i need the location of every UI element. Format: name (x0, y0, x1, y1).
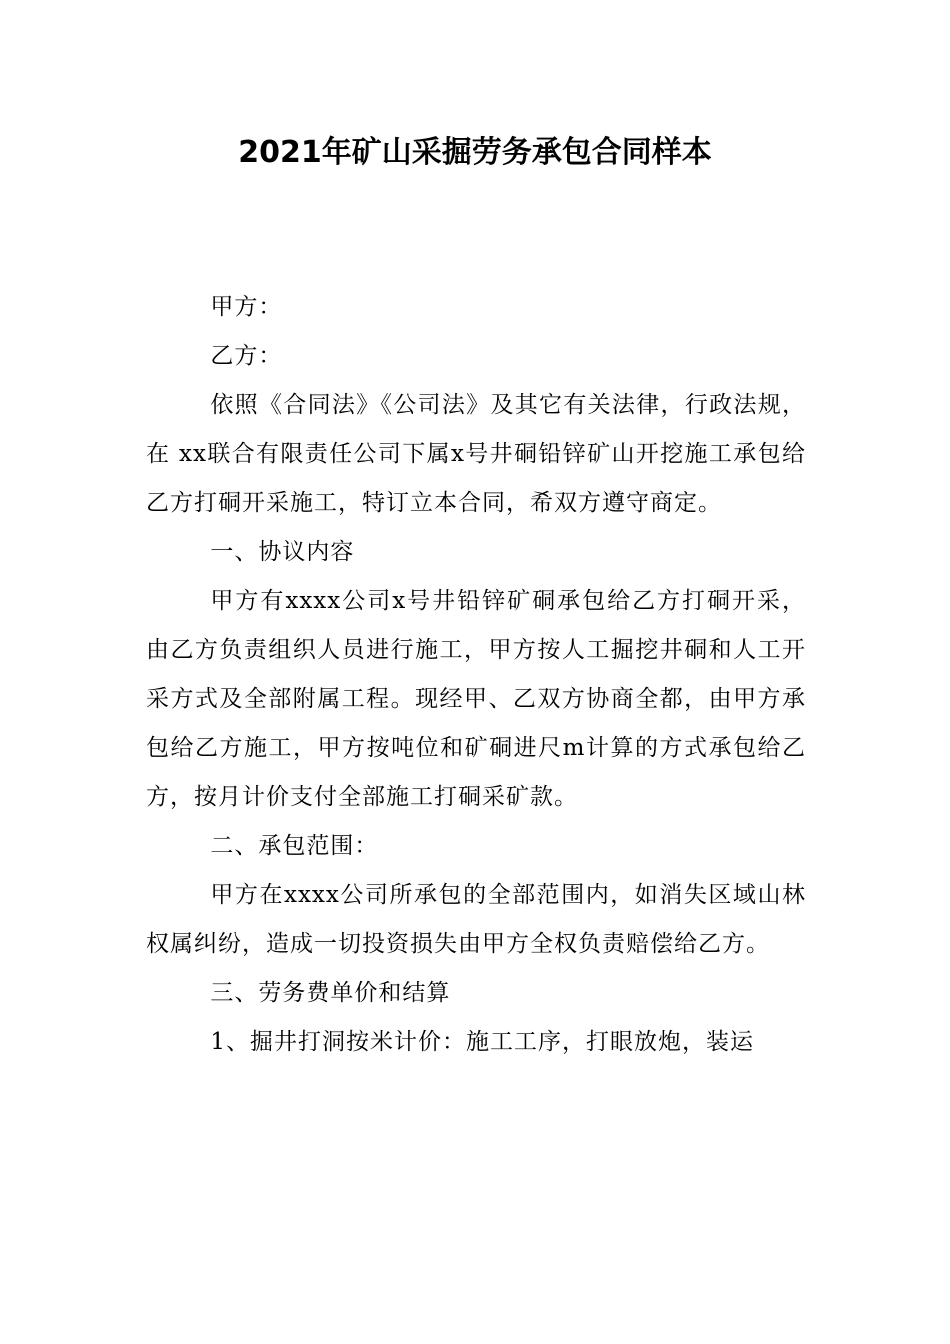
party-b-line: 乙方： (210, 343, 283, 369)
document-body (146, 283, 806, 1067)
section-heading-scope: 二、承包范围： (210, 833, 379, 859)
pricing-item-1: 1、掘井打洞按米计价：施工工序，打眼放炮，装运 (210, 1029, 755, 1055)
agreement-paragraph: 甲方有xxxx公司x号井铅锌矿硐承包给乙方打硐开采，由乙方负责组织人员进行施工，甲方按人工掘挖井硐和人工开采方式及全部附属工程。现经甲、乙双方协商全都，由甲方承包给乙方施工，甲方按吨位和矿硐进尺m计算的方式承包给乙方，按月计价支付全部施工打硐采矿款。 (146, 588, 806, 810)
preamble-paragraph: 依照《合同法》《公司法》及其它有关法律，行政法规，在 xx联合有限责任公司下属x号井硐铅锌矿山开挖施工承包给乙方打硐开采施工，特订立本合同，希双方遵守商定。 (146, 392, 806, 516)
section-heading-pricing: 三、劳务费单价和结算 (210, 980, 451, 1006)
scope-paragraph: 甲方在xxxx公司所承包的全部范围内，如消失区域山林权属纠纷，造成一切投资损失由甲方全权负责赔偿给乙方。 (146, 882, 806, 957)
party-a-line: 甲方： (210, 294, 283, 320)
section-heading-agreement: 一、协议内容 (210, 539, 355, 565)
document-title: 2021年矿山采掘劳务承包合同样本 (238, 135, 712, 170)
